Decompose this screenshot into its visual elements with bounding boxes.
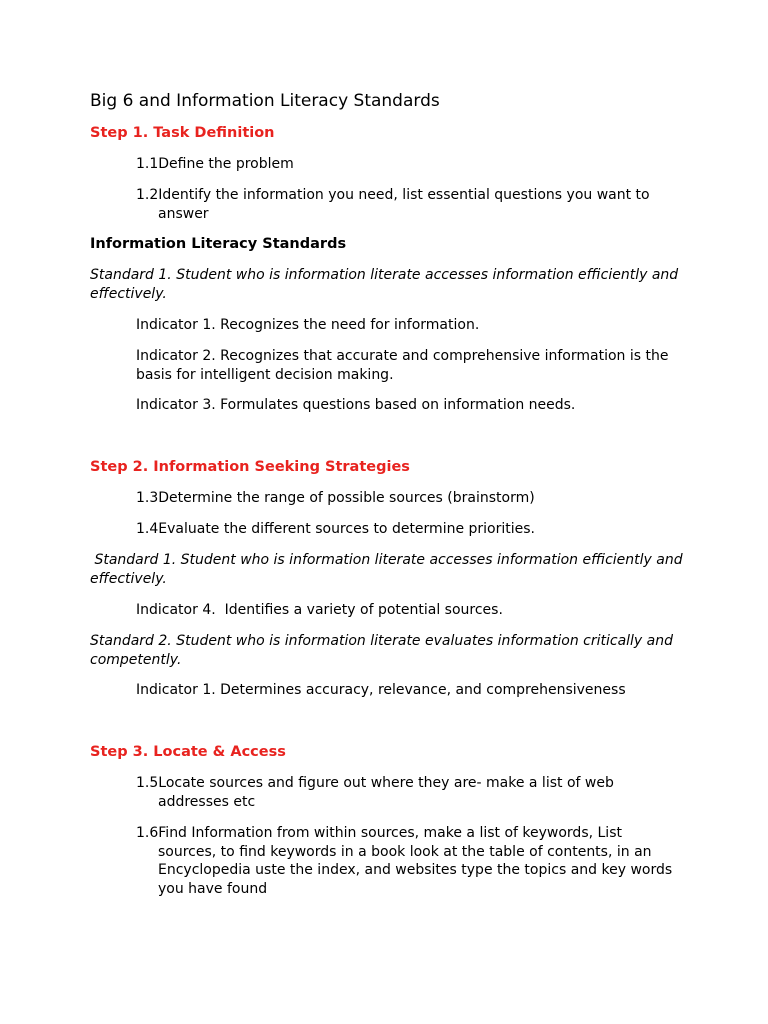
standard-line: competently. (90, 651, 182, 668)
standard-line: Standard 2. Student who is information literate evaluates information critically and (90, 633, 674, 649)
step2-heading: Step 2. Information Seeking Strategies (90, 459, 410, 475)
page-title: Big 6 and Information Literacy Standards (90, 91, 440, 111)
step2-item-1-4 (136, 520, 535, 539)
item-line: 1.1Define the problem (136, 156, 294, 172)
item-line: 1.3Determine the range of possible sources (brainstorm) (136, 490, 535, 506)
standard-line: Standard 1. Student who is information literate accesses information efficiently and (90, 552, 683, 568)
step1-item-1-2 (136, 186, 650, 223)
step1-item-1-1 (136, 155, 294, 174)
info-literacy-standards-heading: Information Literacy Standards (90, 236, 347, 252)
item-line: 1.5Locate sources and figure out where they are- make a list of web (136, 775, 614, 791)
step2-indicator-1: Indicator 1. Determines accuracy, relevance, and comprehensiveness (136, 682, 626, 698)
step2-standard-2 (90, 632, 673, 669)
item-line-continued: addresses etc (158, 793, 256, 810)
step1-heading: Step 1. Task Definition (90, 125, 275, 141)
indicator-line: basis for intelligent decision making. (136, 366, 394, 383)
indicator-line: Indicator 2. Recognizes that accurate and comprehensive information is the (136, 348, 669, 364)
indicator-line: Indicator 3. Formulates questions based on information needs. (136, 397, 576, 413)
step3-item-1-6 (136, 824, 672, 898)
standard-line: effectively. (90, 570, 167, 587)
item-line-continued: sources, to find keywords in a book look at the table of contents, in an (158, 843, 652, 860)
item-line: 1.2Identify the information you need, list essential questions you want to (136, 187, 650, 203)
item-line: 1.6Find Information from within sources, make a list of keywords, List (136, 825, 622, 841)
item-line-continued: Encyclopedia uste the index, and websites type the topics and key words (158, 862, 673, 878)
step1-indicator-2 (136, 347, 668, 384)
item-line-continued: you have found (158, 880, 268, 897)
step3-heading: Step 3. Locate & Access (90, 744, 286, 760)
step3-item-1-5 (136, 774, 614, 811)
step2-indicator-4: Indicator 4. Identifies a variety of potential sources. (136, 602, 503, 618)
step1-indicator-1 (136, 316, 479, 335)
step2-item-1-3 (136, 489, 535, 508)
step2-standard-1 (90, 551, 683, 588)
standard-line: effectively. (90, 285, 167, 302)
step1-indicator-3 (136, 396, 575, 415)
step1-standard-1 (90, 266, 678, 303)
item-line-continued: answer (158, 205, 209, 222)
indicator-line: Indicator 1. Recognizes the need for information. (136, 317, 480, 333)
item-line: 1.4Evaluate the different sources to determine priorities. (136, 521, 535, 537)
standard-line: Standard 1. Student who is information literate accesses information efficiently and (90, 267, 679, 283)
